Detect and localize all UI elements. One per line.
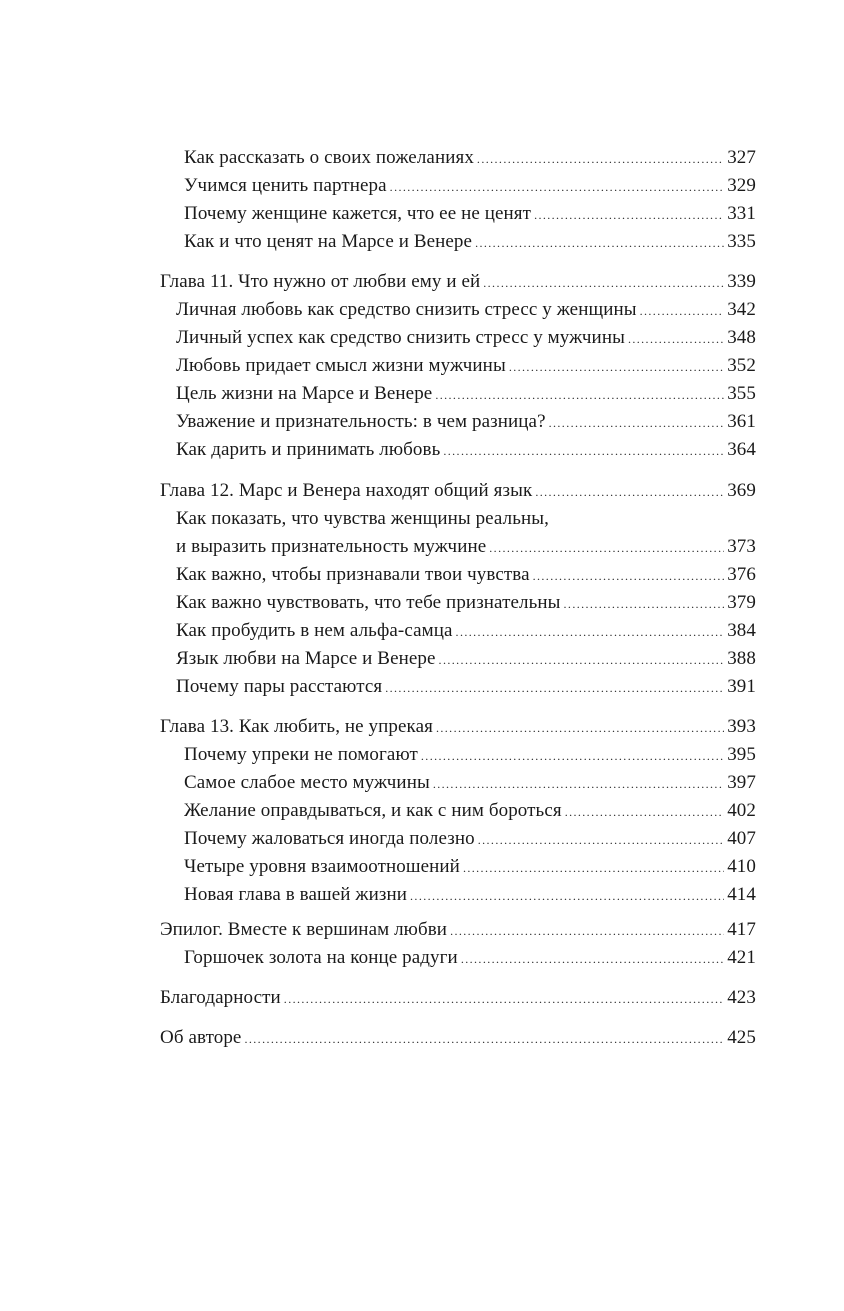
toc-entry-page: 423: [727, 987, 756, 1008]
toc-leader-dots: [390, 175, 725, 199]
toc-entry-page: 402: [727, 800, 756, 821]
toc-entry: [176, 675, 756, 699]
toc-entry-title: Как важно, чтобы признавали твои чувства: [176, 564, 530, 585]
toc-chapter-title: Глава 11. Что нужно от любви ему и ей: [160, 271, 481, 292]
toc-entry-title: Желание оправдываться, и как с ним бороться: [184, 800, 562, 821]
toc-entry-title: Почему пары расстаются: [176, 676, 383, 697]
toc-entry: [176, 591, 756, 615]
toc-entry-title: Почему жаловаться иногда полезно: [184, 828, 475, 849]
toc-leader-dots: [628, 327, 724, 351]
toc-entry: [184, 230, 756, 254]
toc-entry: [176, 535, 756, 559]
toc-chapter-entry: [160, 918, 756, 942]
toc-chapter-entry: [160, 715, 756, 739]
toc-entry-page: 388: [727, 648, 756, 669]
toc-entry-first-line: [176, 507, 756, 531]
toc-leader-dots: [478, 828, 724, 852]
toc-entry: [176, 326, 756, 350]
toc-entry: [184, 146, 756, 170]
toc-entry-page: 352: [727, 355, 756, 376]
toc-leader-dots: [385, 676, 724, 700]
toc-entry-page: 414: [727, 884, 756, 905]
toc-leader-dots: [565, 800, 725, 824]
toc-entry-page: 342: [727, 299, 756, 320]
toc-entry-title: Любовь придает смысл жизни мужчины: [176, 355, 506, 376]
toc-entry: [184, 827, 756, 851]
toc-chapter-title: Глава 13. Как любить, не упрекая: [160, 716, 433, 737]
toc-entry-title: Учимся ценить партнера: [184, 175, 387, 196]
toc-entry: [176, 438, 756, 462]
toc-entry-page: 376: [727, 564, 756, 585]
toc-entry: [176, 354, 756, 378]
toc-entry-title: Уважение и признательность: в чем разница?: [176, 411, 546, 432]
toc-entry-page: 391: [727, 676, 756, 697]
toc-leader-dots: [421, 744, 724, 768]
toc-chapter-entry: [160, 479, 756, 503]
toc-leader-dots: [439, 648, 725, 672]
toc-entry-page: 395: [727, 744, 756, 765]
toc-entry: [176, 298, 756, 322]
toc-leader-dots: [535, 480, 724, 504]
toc-leader-dots: [443, 439, 724, 463]
toc-leader-dots: [244, 1027, 724, 1051]
toc-entry-page: 335: [727, 231, 756, 252]
toc-entry-title: Как и что ценят на Марсе и Венере: [184, 231, 473, 252]
toc-entry: [184, 946, 756, 970]
toc-entry-page: 361: [727, 411, 756, 432]
toc-leader-dots: [534, 203, 724, 227]
toc-leader-dots: [489, 536, 724, 560]
toc-leader-dots: [509, 355, 724, 379]
toc-entry-title: Новая глава в вашей жизни: [184, 884, 408, 905]
toc-entry-title: Горшочек золота на конце радуги: [184, 947, 458, 968]
toc-leader-dots: [564, 592, 725, 616]
toc-leader-dots: [483, 271, 724, 295]
toc-entry: [176, 563, 756, 587]
toc-entry-title: Язык любви на Марсе и Венере: [176, 648, 436, 669]
toc-entry-page: 329: [727, 175, 756, 196]
toc-leader-dots: [433, 772, 724, 796]
toc-entry: [176, 410, 756, 434]
toc-entry-page: 355: [727, 383, 756, 404]
toc-entry-title: Как показать, что чувства женщины реальны,: [176, 508, 549, 529]
toc-entry-page: 373: [727, 536, 756, 557]
toc-entry-title: Как пробудить в нем альфа-самца: [176, 620, 453, 641]
toc-leader-dots: [450, 919, 724, 943]
toc-leader-dots: [435, 383, 724, 407]
toc-entry-page: 397: [727, 772, 756, 793]
toc-chapter-entry: [160, 270, 756, 294]
toc-entry: [184, 771, 756, 795]
toc-entry-page: 407: [727, 828, 756, 849]
toc-entry-title: Как рассказать о своих пожеланиях: [184, 147, 474, 168]
toc-chapter-title: Глава 12. Марс и Венера находят общий язык: [160, 480, 533, 501]
toc-entry-page: 331: [727, 203, 756, 224]
toc-entry: [184, 855, 756, 879]
toc-entry-page: 364: [727, 439, 756, 460]
toc-leader-dots: [284, 987, 724, 1011]
toc-entry: [184, 883, 756, 907]
toc-leader-dots: [475, 231, 724, 255]
toc-entry: [176, 647, 756, 671]
toc-entry-page: 410: [727, 856, 756, 877]
toc-entry-title: Цель жизни на Марсе и Венере: [176, 383, 433, 404]
toc-entry-page: 384: [727, 620, 756, 641]
toc-entry-title: Личная любовь как средство снизить стресс у женщины: [176, 299, 637, 320]
toc-chapter-title: Благодарности: [160, 987, 281, 1008]
toc-entry-title: Самое слабое место мужчины: [184, 772, 430, 793]
toc-leader-dots: [456, 620, 725, 644]
toc-leader-dots: [410, 884, 724, 908]
toc-entry-title: Личный успех как средство снизить стресс у мужчины: [176, 327, 625, 348]
toc-entry-page: 339: [727, 271, 756, 292]
toc-entry-title: Как важно чувствовать, что тебе признательны: [176, 592, 561, 613]
toc-chapter-entry: [160, 986, 756, 1010]
toc-entry-page: 421: [727, 947, 756, 968]
toc-entry: [184, 174, 756, 198]
toc-leader-dots: [533, 564, 725, 588]
toc-leader-dots: [477, 147, 724, 171]
toc-leader-dots: [463, 856, 724, 880]
toc-entry-title-continued: и выразить признательность мужчине: [176, 536, 487, 557]
toc-entry-title: Почему женщине кажется, что ее не ценят: [184, 203, 532, 224]
toc-leader-dots: [640, 299, 725, 323]
toc-entry-page: 348: [727, 327, 756, 348]
toc-chapter-entry: [160, 1026, 756, 1050]
toc-entry-title: Почему упреки не помогают: [184, 744, 418, 765]
toc-entry-page: 425: [727, 1027, 756, 1048]
toc-entry-page: 379: [727, 592, 756, 613]
toc-entry-title: Четыре уровня взаимоотношений: [184, 856, 460, 877]
toc-entry: [184, 799, 756, 823]
toc-entry: [176, 382, 756, 406]
toc-entry-title: Как дарить и принимать любовь: [176, 439, 441, 460]
toc-entry: [184, 743, 756, 767]
toc-leader-dots: [549, 411, 725, 435]
toc-entry-page: 417: [727, 919, 756, 940]
toc-chapter-title: Эпилог. Вместе к вершинам любви: [160, 919, 448, 940]
toc-entry-page: 393: [727, 716, 756, 737]
toc-entry-page: 327: [727, 147, 756, 168]
toc-entry-page: 369: [727, 480, 756, 501]
toc-leader-dots: [461, 947, 724, 971]
toc-entry: [184, 202, 756, 226]
toc-chapter-title: Об авторе: [160, 1027, 242, 1048]
toc-entry: [176, 619, 756, 643]
toc-leader-dots: [436, 716, 724, 740]
